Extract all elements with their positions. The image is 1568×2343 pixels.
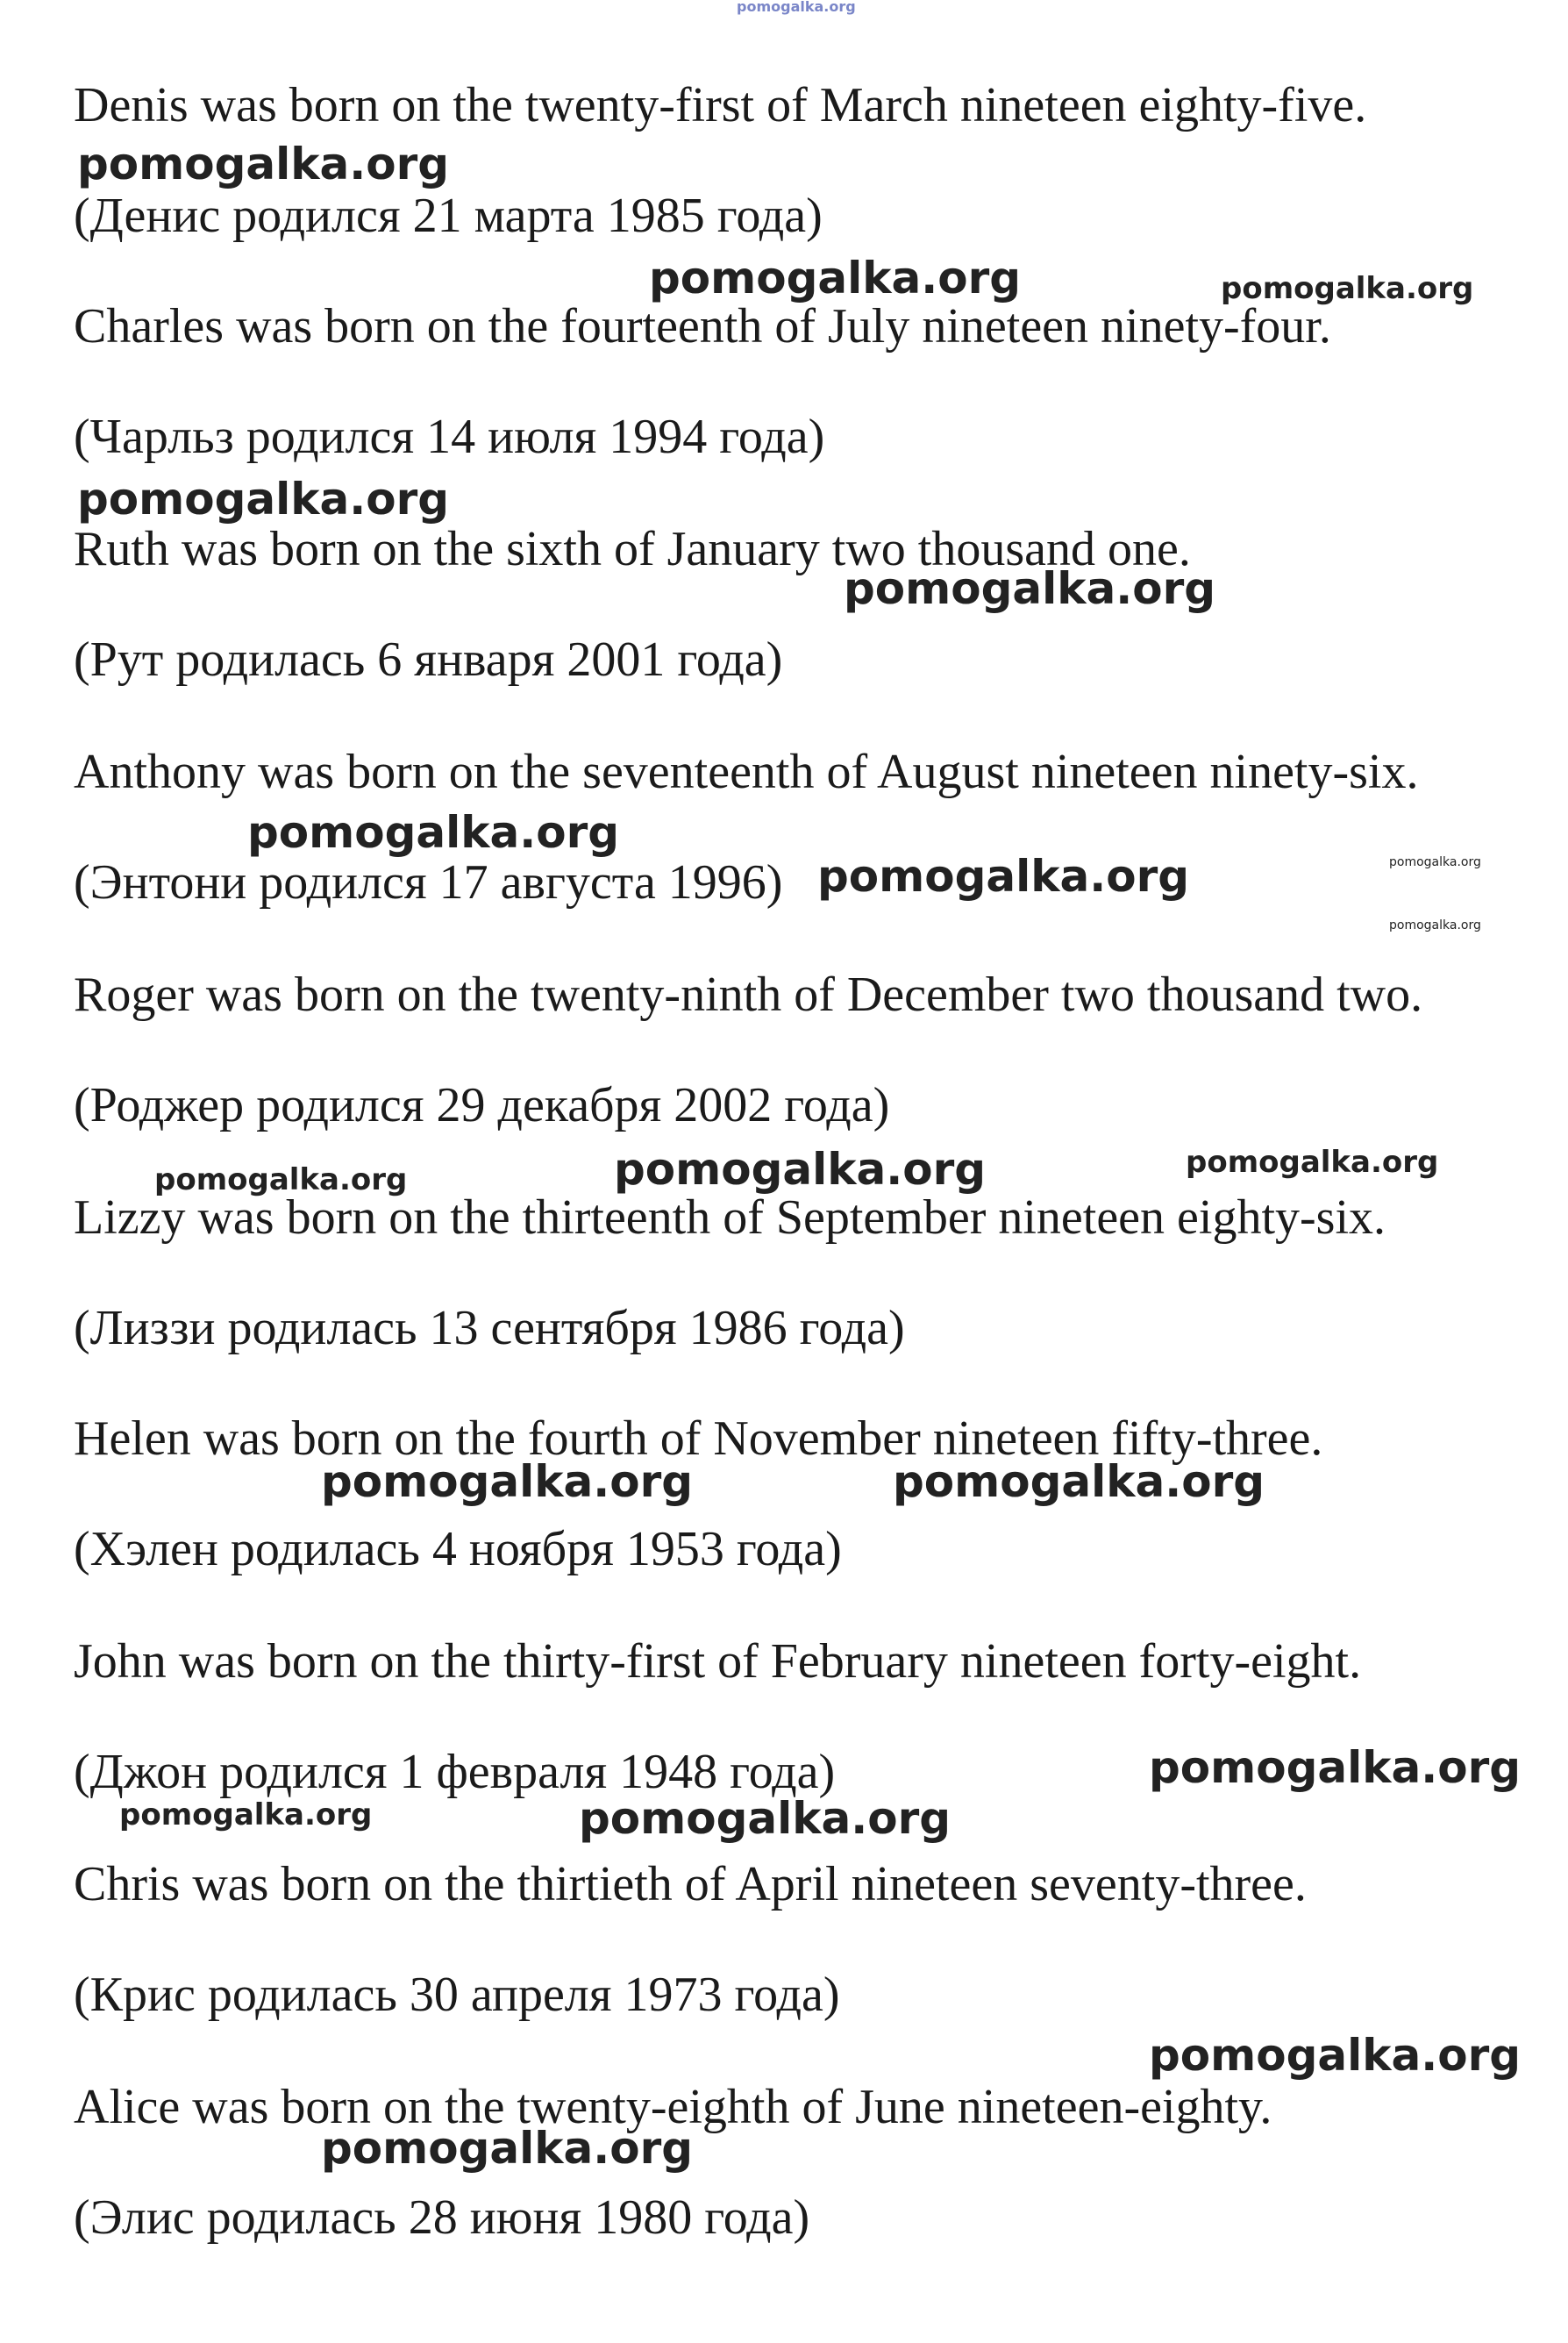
watermark: pomogalka.org bbox=[1186, 1145, 1439, 1180]
watermark: pomogalka.org bbox=[77, 474, 450, 525]
watermark: pomogalka.org bbox=[1149, 2030, 1522, 2081]
watermark: pomogalka.org bbox=[614, 1144, 987, 1195]
sentence-8-english: John was born on the thirty-first of February nineteen forty-eight. bbox=[74, 1634, 1362, 1689]
watermark: pomogalka.org bbox=[1389, 855, 1481, 869]
sentence-3-russian: (Рут родилась 6 января 2001 года) bbox=[74, 632, 783, 687]
sentence-10-russian: (Элис родилась 28 июня 1980 года) bbox=[74, 2190, 810, 2245]
watermark: pomogalka.org bbox=[154, 1162, 408, 1197]
watermark: pomogalka.org bbox=[119, 1797, 373, 1832]
watermark: pomogalka.org bbox=[893, 1456, 1265, 1507]
sentence-10-english: Alice was born on the twenty-eighth of June nineteen-eighty. bbox=[74, 2080, 1272, 2134]
watermark: pomogalka.org bbox=[321, 1456, 694, 1507]
sentence-1-russian: (Денис родился 21 марта 1985 года) bbox=[74, 189, 823, 243]
watermark: pomogalka.org bbox=[1389, 918, 1481, 932]
sentence-2-english: Charles was born on the fourteenth of July nineteen ninety-four. bbox=[74, 299, 1331, 354]
watermark: pomogalka.org bbox=[1149, 1742, 1522, 1793]
watermark: pomogalka.org bbox=[817, 851, 1190, 902]
sentence-7-english: Helen was born on the fourth of November nineteen fifty-three. bbox=[74, 1411, 1323, 1466]
watermark-top: pomogalka.org bbox=[737, 0, 856, 15]
watermark: pomogalka.org bbox=[579, 1793, 951, 1844]
watermark: pomogalka.org bbox=[77, 139, 450, 189]
sentence-6-russian: (Лиззи родилась 13 сентября 1986 года) bbox=[74, 1301, 905, 1355]
sentence-2-russian: (Чарльз родился 14 июля 1994 года) bbox=[74, 410, 825, 464]
watermark: pomogalka.org bbox=[247, 807, 620, 858]
sentence-6-english: Lizzy was born on the thirteenth of September nineteen eighty-six. bbox=[74, 1190, 1386, 1245]
watermark: pomogalka.org bbox=[649, 253, 1022, 304]
sentence-5-english: Roger was born on the twenty-ninth of December two thousand two. bbox=[74, 968, 1423, 1022]
sentence-5-russian: (Роджер родился 29 декабря 2002 года) bbox=[74, 1078, 890, 1132]
sentence-1-english: Denis was born on the twenty-first of March nineteen eighty-five. bbox=[74, 78, 1367, 132]
watermark: pomogalka.org bbox=[844, 563, 1216, 614]
sentence-4-russian: (Энтони родился 17 августа 1996) bbox=[74, 855, 783, 910]
sentence-9-english: Chris was born on the thirtieth of April nineteen seventy-three. bbox=[74, 1857, 1307, 1911]
sentence-7-russian: (Хэлен родилась 4 ноября 1953 года) bbox=[74, 1522, 842, 1576]
watermark: pomogalka.org bbox=[321, 2123, 694, 2174]
sentence-3-english: Ruth was born on the sixth of January two thousand one. bbox=[74, 522, 1191, 576]
watermark: pomogalka.org bbox=[1221, 271, 1474, 306]
sentence-8-russian: (Джон родился 1 февраля 1948 года) bbox=[74, 1745, 836, 1799]
sentence-4-english: Anthony was born on the seventeenth of August nineteen ninety-six. bbox=[74, 745, 1419, 799]
sentence-9-russian: (Крис родилась 30 апреля 1973 года) bbox=[74, 1968, 840, 2022]
